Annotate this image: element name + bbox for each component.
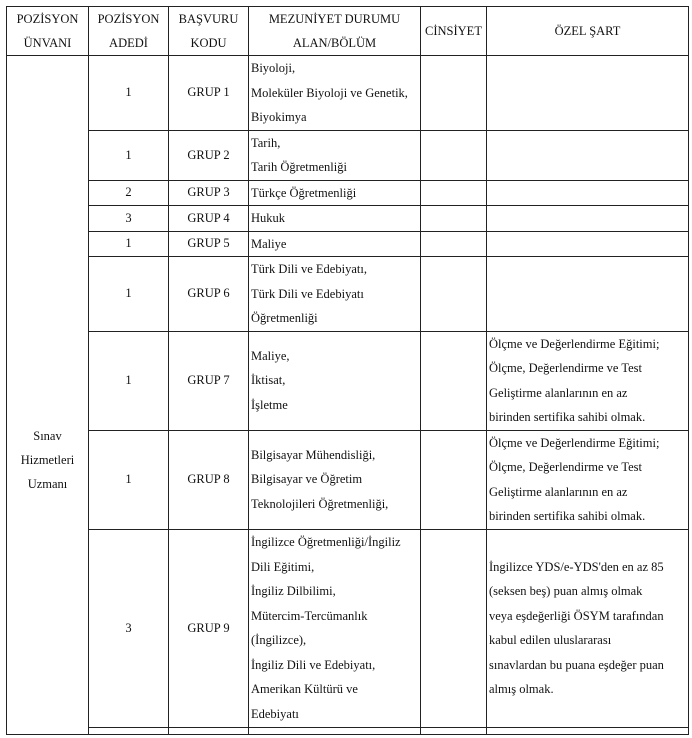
position-count-cell: 1 — [89, 430, 169, 529]
special-condition-cell — [487, 180, 689, 206]
special-condition-cell — [487, 257, 689, 332]
table-row-cut-off — [7, 727, 689, 734]
empty-cell — [421, 727, 487, 734]
empty-cell — [249, 727, 421, 734]
table-row — [7, 130, 689, 180]
graduation-fields-cell — [249, 257, 421, 332]
header-ozel-sart: ÖZEL ŞART — [487, 7, 689, 56]
graduation-field-line: (İngilizce), — [251, 633, 307, 647]
header-basvuru-kodu: BAŞVURU KODU — [169, 7, 249, 56]
special-condition-line: Ölçme ve Değerlendirme Eğitimi; — [489, 435, 660, 450]
position-title-line: Sınav — [33, 428, 62, 443]
header-mezuniyet: MEZUNİYET DURUMU ALAN/BÖLÜM — [249, 7, 421, 56]
gender-cell — [421, 331, 487, 430]
position-count-cell: 1 — [89, 130, 169, 180]
special-condition-cell — [487, 231, 689, 257]
graduation-field-line: Türk Dili ve Edebiyatı, — [251, 262, 367, 276]
position-title-line: Uzmanı — [27, 476, 68, 491]
positions-table — [6, 6, 689, 735]
position-count-cell: 1 — [89, 56, 169, 131]
graduation-field-line: Tarih, — [251, 135, 281, 150]
gender-cell — [421, 130, 487, 180]
graduation-field-line: Hukuk — [251, 211, 286, 225]
gender-cell — [421, 529, 487, 727]
table-row — [7, 430, 689, 529]
application-code-cell: GRUP 5 — [169, 231, 249, 257]
graduation-fields-cell — [249, 529, 421, 727]
graduation-field-line: Öğretmenliği — [251, 311, 318, 325]
position-count-cell: 1 — [89, 331, 169, 430]
special-condition-line: Ölçme, Değerlendirme ve Test — [489, 460, 643, 474]
graduation-field-line: İşletme — [251, 397, 288, 412]
graduation-field-line: Maliye — [251, 236, 287, 251]
special-condition-cell — [487, 430, 689, 529]
graduation-field-line: İngiliz Dilbilimi, — [251, 584, 336, 598]
gender-cell — [421, 257, 487, 332]
position-title-line: Hizmetleri — [20, 452, 75, 467]
position-count-cell: 1 — [89, 257, 169, 332]
header-pozisyon-adedi: POZİSYON ADEDİ — [89, 7, 169, 56]
special-condition-line: İngilizce YDS/e-YDS'den en az 85 — [489, 559, 664, 574]
position-count-cell: 3 — [89, 529, 169, 727]
special-condition-line: Ölçme, Değerlendirme ve Test — [489, 361, 643, 375]
graduation-field-line: Amerikan Kültürü ve — [251, 682, 358, 696]
header-pozisyon-unvani: POZİSYON ÜNVANI — [7, 7, 89, 56]
graduation-field-line: Tarih Öğretmenliği — [251, 160, 347, 174]
special-condition-cell — [487, 331, 689, 430]
special-condition-line: kabul edilen uluslararası — [489, 633, 612, 647]
graduation-field-line: Moleküler Biyoloji ve Genetik, — [251, 85, 408, 100]
table-row — [7, 529, 689, 727]
application-code-cell: GRUP 4 — [169, 206, 249, 232]
graduation-field-line: İngilizce Öğretmenliği/İngiliz — [251, 535, 401, 549]
gender-cell — [421, 180, 487, 206]
special-condition-line: veya eşdeğerliği ÖSYM tarafından — [489, 608, 664, 623]
gender-cell — [421, 206, 487, 232]
position-count-cell: 1 — [89, 231, 169, 257]
graduation-field-line: Türkçe Öğretmenliği — [251, 185, 357, 200]
gender-cell — [421, 231, 487, 257]
special-condition-line: sınavlardan bu puana eşdeğer puan — [489, 657, 664, 672]
special-condition-line: Geliştirme alanlarının en az — [489, 385, 628, 400]
special-condition-cell — [487, 56, 689, 131]
graduation-field-line: İktisat, — [251, 373, 286, 388]
graduation-field-line: Maliye, — [251, 348, 290, 363]
graduation-fields-cell — [249, 56, 421, 131]
application-code-cell: GRUP 9 — [169, 529, 249, 727]
graduation-field-line: Bilgisayar Mühendisliği, — [251, 447, 376, 462]
special-condition-line: (seksen beş) puan almış olmak — [489, 584, 643, 598]
special-condition-line: Ölçme ve Değerlendirme Eğitimi; — [489, 336, 660, 351]
table-row — [7, 206, 689, 232]
special-condition-cell — [487, 529, 689, 727]
graduation-field-line: Biyoloji, — [251, 61, 296, 75]
graduation-field-line: İngiliz Dili ve Edebiyatı, — [251, 657, 376, 672]
empty-cell — [487, 727, 689, 734]
application-code-cell: GRUP 3 — [169, 180, 249, 206]
gender-cell — [421, 430, 487, 529]
special-condition-line: Geliştirme alanlarının en az — [489, 484, 628, 499]
special-condition-line: birinden sertifika sahibi olmak. — [489, 509, 646, 523]
table-row — [7, 257, 689, 332]
table-row — [7, 56, 689, 131]
graduation-field-line: Teknolojileri Öğretmenliği, — [251, 496, 389, 511]
graduation-field-line: Bilgisayar ve Öğretim — [251, 472, 363, 487]
table-row — [7, 331, 689, 430]
position-title-cell — [7, 56, 89, 735]
graduation-field-line: Türk Dili ve Edebiyatı — [251, 286, 364, 301]
graduation-field-line: Edebiyatı — [251, 706, 299, 721]
header-cinsiyet: CİNSİYET — [421, 7, 487, 56]
position-count-cell: 3 — [89, 206, 169, 232]
table-row — [7, 231, 689, 257]
application-code-cell: GRUP 6 — [169, 257, 249, 332]
application-code-cell: GRUP 7 — [169, 331, 249, 430]
special-condition-cell — [487, 206, 689, 232]
graduation-field-line: Mütercim-Tercümanlık — [251, 608, 368, 623]
application-code-cell: GRUP 8 — [169, 430, 249, 529]
empty-cell — [169, 727, 249, 734]
graduation-fields-cell — [249, 206, 421, 232]
application-code-cell: GRUP 2 — [169, 130, 249, 180]
application-code-cell: GRUP 1 — [169, 56, 249, 131]
gender-cell — [421, 56, 487, 131]
graduation-field-line: Biyokimya — [251, 110, 307, 124]
table-row — [7, 180, 689, 206]
table-header-row — [7, 7, 689, 56]
empty-cell — [89, 727, 169, 734]
special-condition-cell — [487, 130, 689, 180]
position-count-cell: 2 — [89, 180, 169, 206]
special-condition-line: almış olmak. — [489, 682, 554, 696]
special-condition-line: birinden sertifika sahibi olmak. — [489, 410, 646, 424]
graduation-fields-cell — [249, 180, 421, 206]
graduation-fields-cell — [249, 231, 421, 257]
graduation-field-line: Dili Eğitimi, — [251, 559, 315, 574]
graduation-fields-cell — [249, 430, 421, 529]
graduation-fields-cell — [249, 130, 421, 180]
graduation-fields-cell — [249, 331, 421, 430]
